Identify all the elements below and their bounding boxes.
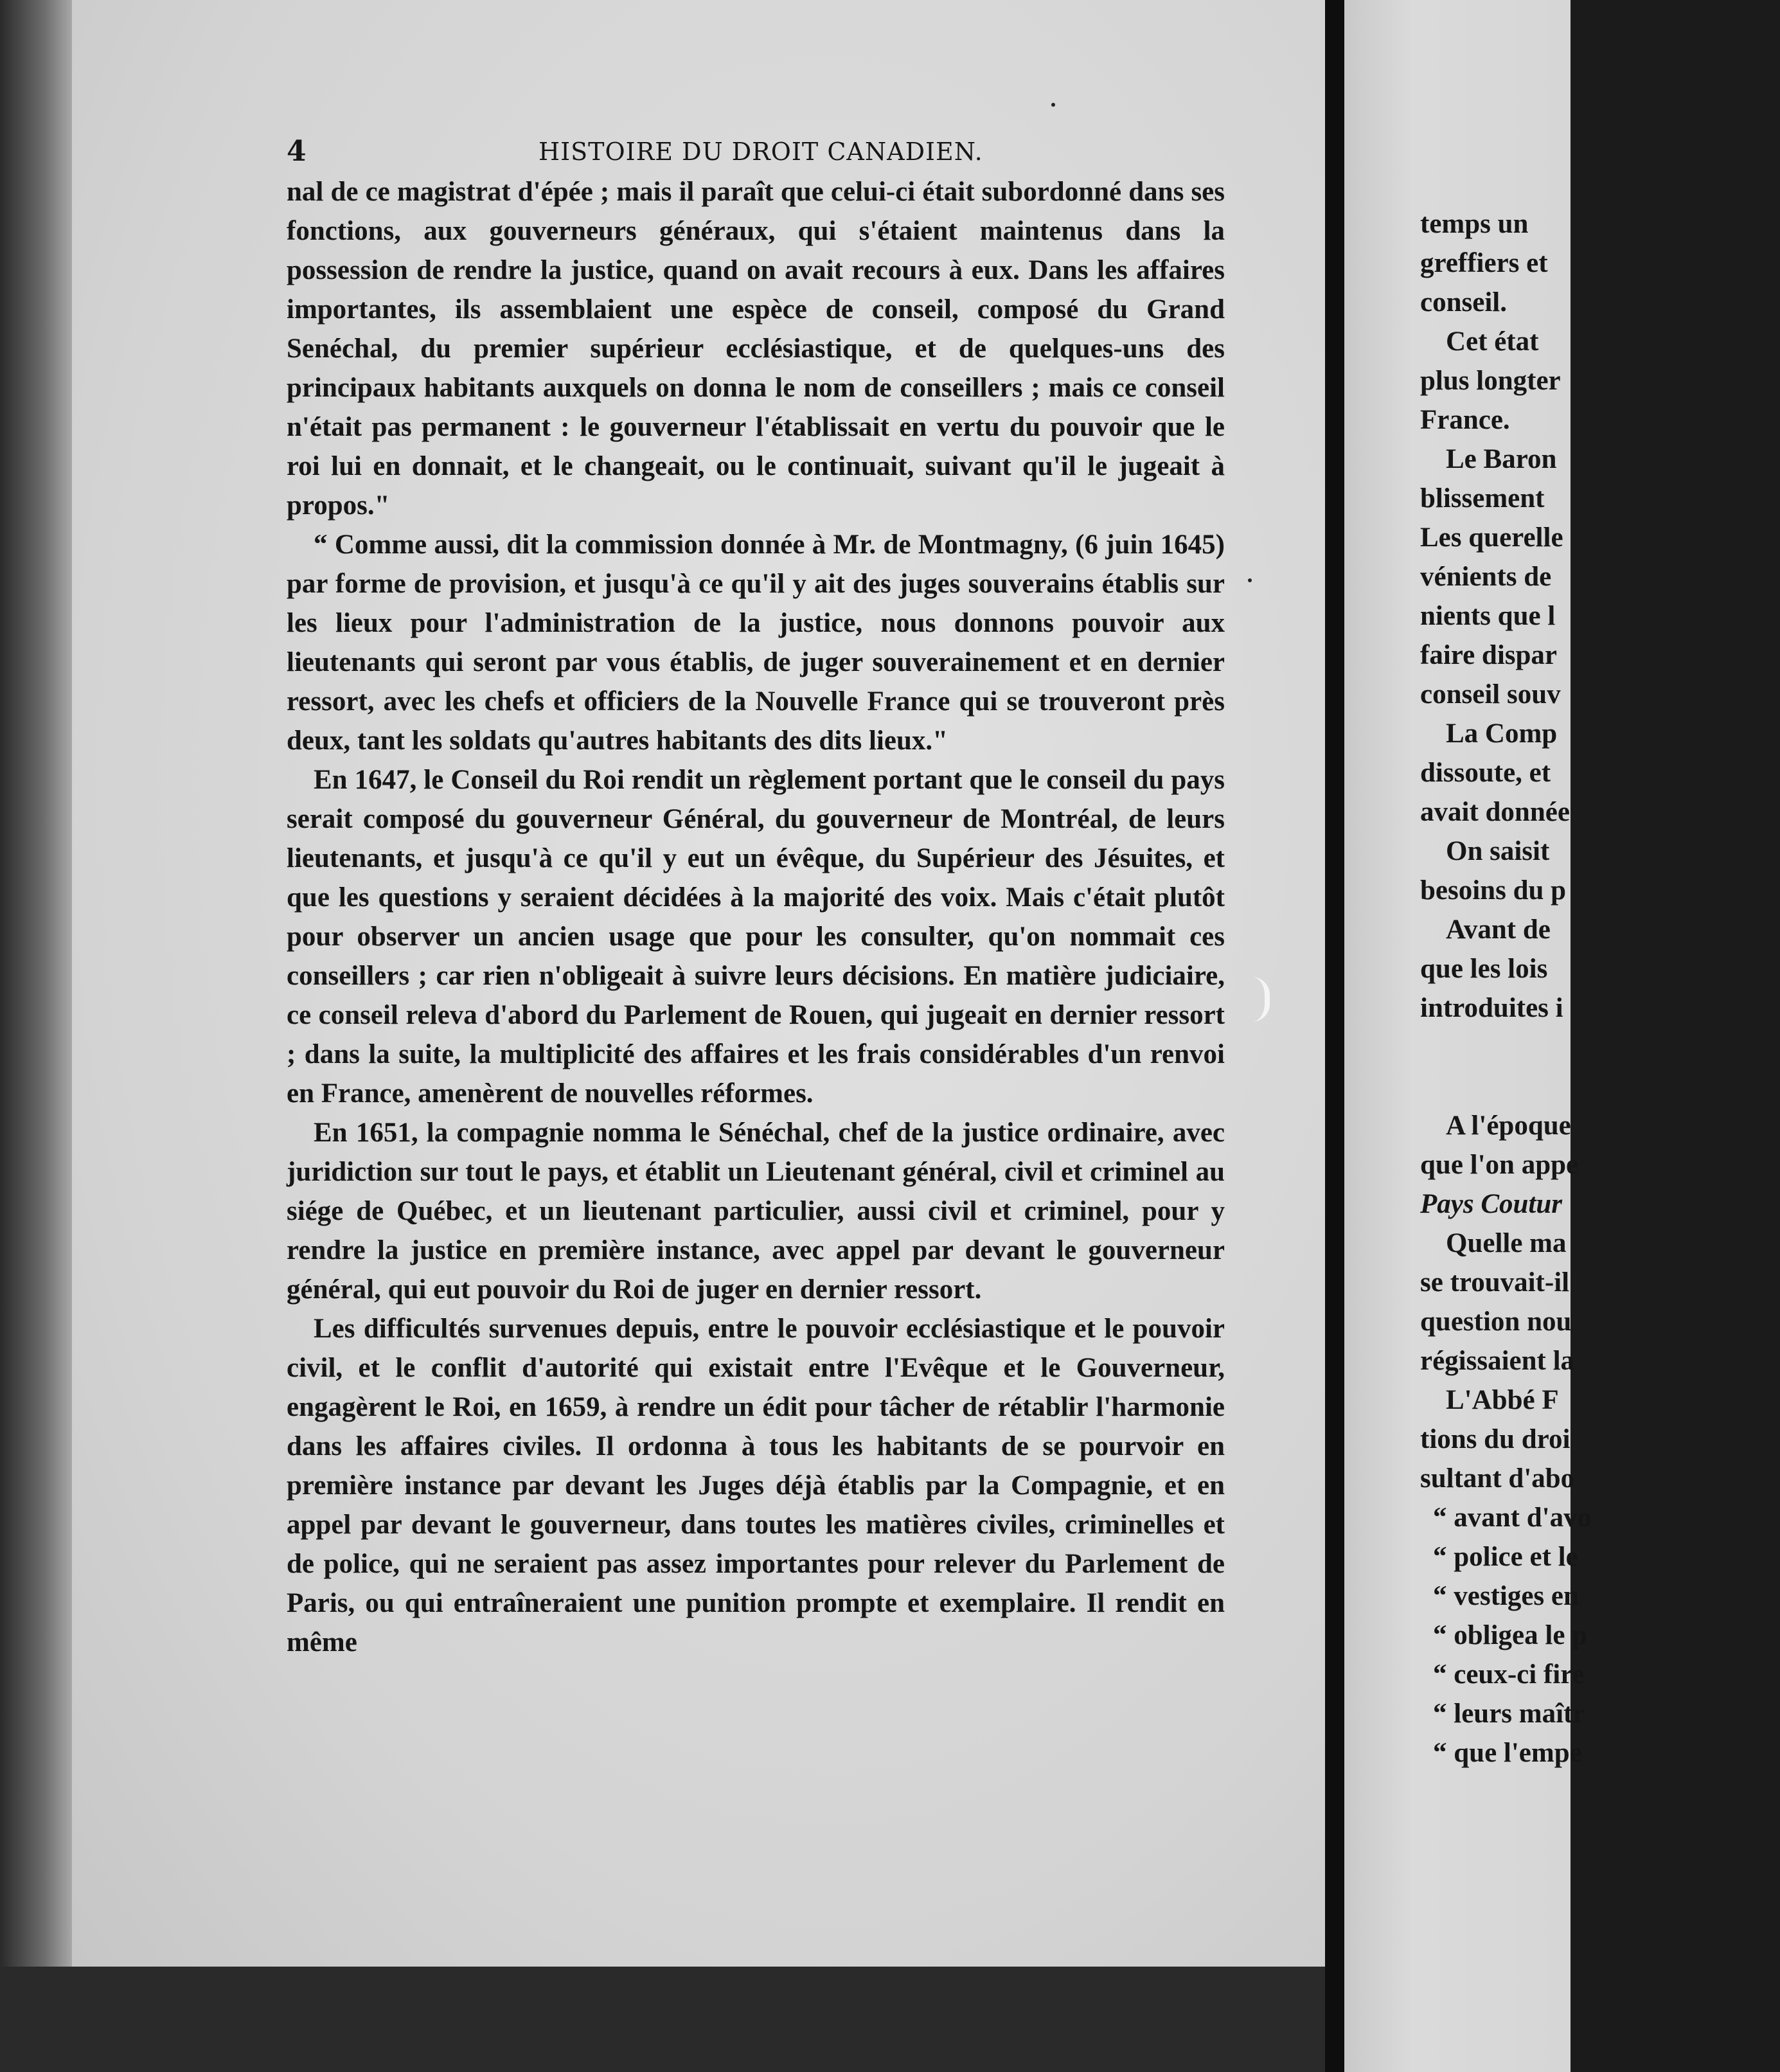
paragraph: “ Comme aussi, dit la commission donnée à Mr. de Montmagny, (6 juin 1645) par forme de provision, et jusqu'à ce qu'il y ait des juges souverains établis sur les lieux pour l'administration de la justice, nous donnons pouvoir aux lieutenants qui seront par vous établis, de juger souverainement et en dernier ressort, avec les chefs et officiers de la Nouvelle France qui se trouveront près deux, tant les soldats qu'autres habitants des dits lieux." xyxy=(287,530,1225,756)
right-line: Quelle ma xyxy=(1446,1228,1567,1258)
right-line: A l'époque xyxy=(1446,1111,1571,1141)
right-line: que l'on appe xyxy=(1420,1150,1579,1180)
right-line: Avant de xyxy=(1446,915,1551,945)
right-line: Le Baron xyxy=(1446,444,1557,474)
right-line: avait donnée xyxy=(1420,797,1570,827)
right-line: temps un xyxy=(1420,209,1529,239)
right-line: “ que l'empe xyxy=(1433,1738,1582,1768)
right-line: L'Abbé F xyxy=(1446,1385,1559,1415)
paragraph: En 1647, le Conseil du Roi rendit un règlement portant que le conseil du pays serait composé du gouverneur Général, du gouverneur de Montréal, de leurs lieutenants, et jusqu'à ce qu'il y eut un évêque, du Supérieur des Jésuites, et que les questions y seraient décidées à la majorité des voix. Mais c'était plutôt pour observer un ancien usage que pour les consulter, qu'on nommait ces conseillers ; car rien n'obligeait à suivre leurs décisions. En matière judiciaire, ce conseil releva d'abord du Parlement de Rouen, qui jugeait en dernier ressort ; dans la suite, la multiplicité des affaires et les frais considérables d'un renvoi en France, amenèrent de nouvelles réformes. xyxy=(287,765,1225,1109)
paragraph: En 1651, la compagnie nomma le Sénéchal, chef de la justice ordinaire, avec juridiction sur tout le pays, et établit un Lieutenant général, civil et criminel au siége de Québec, et un lieutenant particulier, aussi civil et criminel, pour y rendre la justice en première instance, avec appel par devant le gouverneur général, qui eut pouvoir du Roi de juger en dernier ressort. xyxy=(287,1118,1225,1305)
right-line: vénients de xyxy=(1420,562,1552,592)
right-line: “ leurs maîtr xyxy=(1433,1699,1585,1729)
right-line: régissaient la xyxy=(1420,1346,1575,1376)
paragraph: Les difficultés survenues depuis, entre le pouvoir ecclésiastique et le pouvoir civil, et le conflit d'autorité qui existait entre l'Evêque et le Gouverneur, engagèrent le Roi, en 1659, à rendre un édit pour tâcher de rétablir l'harmonie dans les affaires civiles. Il ordonna à tous les habitants de se pourvoir en première instance par devant les Juges déjà établis par la Compagnie, et en appel par devant le gouverneur, dans toutes les matières civiles, criminelles et de police, qui ne seraient pas assez importantes pour relever du Parlement de Paris, ou qui entraîneraient une punition prompte et exemplaire. Il rendit en même xyxy=(287,1314,1225,1657)
section-gap xyxy=(1420,1028,1780,1106)
right-line: “ ceux-ci fire xyxy=(1433,1659,1585,1690)
left-page-body xyxy=(287,172,1225,1662)
right-line: greffiers et xyxy=(1420,248,1548,278)
right-line: La Comp xyxy=(1446,719,1558,749)
right-line: tions du droi xyxy=(1420,1424,1571,1454)
right-line: question nou xyxy=(1420,1307,1572,1337)
right-page-body xyxy=(1420,204,1780,1773)
right-line: conseil. xyxy=(1420,287,1507,317)
right-line: besoins du p xyxy=(1420,875,1567,906)
right-line: conseil souv xyxy=(1420,679,1561,710)
right-line: faire dispar xyxy=(1420,640,1558,670)
page-header xyxy=(287,135,1225,174)
right-line: se trouvait-il xyxy=(1420,1267,1570,1298)
right-line: “ obligea le p xyxy=(1433,1620,1588,1650)
running-head: HISTOIRE DU DROIT CANADIEN. xyxy=(538,138,983,166)
page-number: 4 xyxy=(287,135,307,168)
right-line: France. xyxy=(1420,405,1510,435)
scan-bottom-edge xyxy=(0,1967,1325,2072)
ink-speck xyxy=(1248,578,1252,582)
right-line: Pays Coutur xyxy=(1420,1189,1563,1219)
page-edge-shadow xyxy=(0,0,72,1967)
right-line: blissement xyxy=(1420,483,1545,514)
right-line: Les querelle xyxy=(1420,522,1563,553)
right-line: “ police et le xyxy=(1433,1542,1578,1572)
right-line: sultant d'abo xyxy=(1420,1463,1575,1494)
right-line: Cet état xyxy=(1446,326,1539,357)
right-line: dissoute, et xyxy=(1420,758,1551,788)
right-line: “ vestiges en xyxy=(1433,1581,1579,1611)
right-line: nients que l xyxy=(1420,601,1556,631)
right-line: “ avant d'avo xyxy=(1433,1503,1592,1533)
right-line: introduites i xyxy=(1420,993,1563,1023)
paragraph: nal de ce magistrat d'épée ; mais il paraît que celui-ci était subordonné dans ses fonctions, aux gouverneurs généraux, qui s'étaient maintenus dans la possession de rendre la justice, quand on avait recours à eux. Dans les affaires importantes, ils assemblaient une espèce de conseil, composé du Grand Senéchal, du premier supérieur ecclésiastique, et de quelques-uns des principaux habitants auxquels on donna le nom de conseillers ; mais ce conseil n'était pas permanent : le gouverneur l'établissait en vertu du pouvoir que le roi lui en donnait, et le changeait, ou le continuait, suivant qu'il le jugeait à propos." xyxy=(287,177,1225,521)
right-page xyxy=(1344,0,1592,2072)
right-line: plus longter xyxy=(1420,366,1561,396)
page-gutter xyxy=(1325,0,1344,2072)
right-line: que les lois xyxy=(1420,954,1548,984)
ink-speck xyxy=(1051,103,1055,107)
right-line: On saisit xyxy=(1446,836,1550,866)
